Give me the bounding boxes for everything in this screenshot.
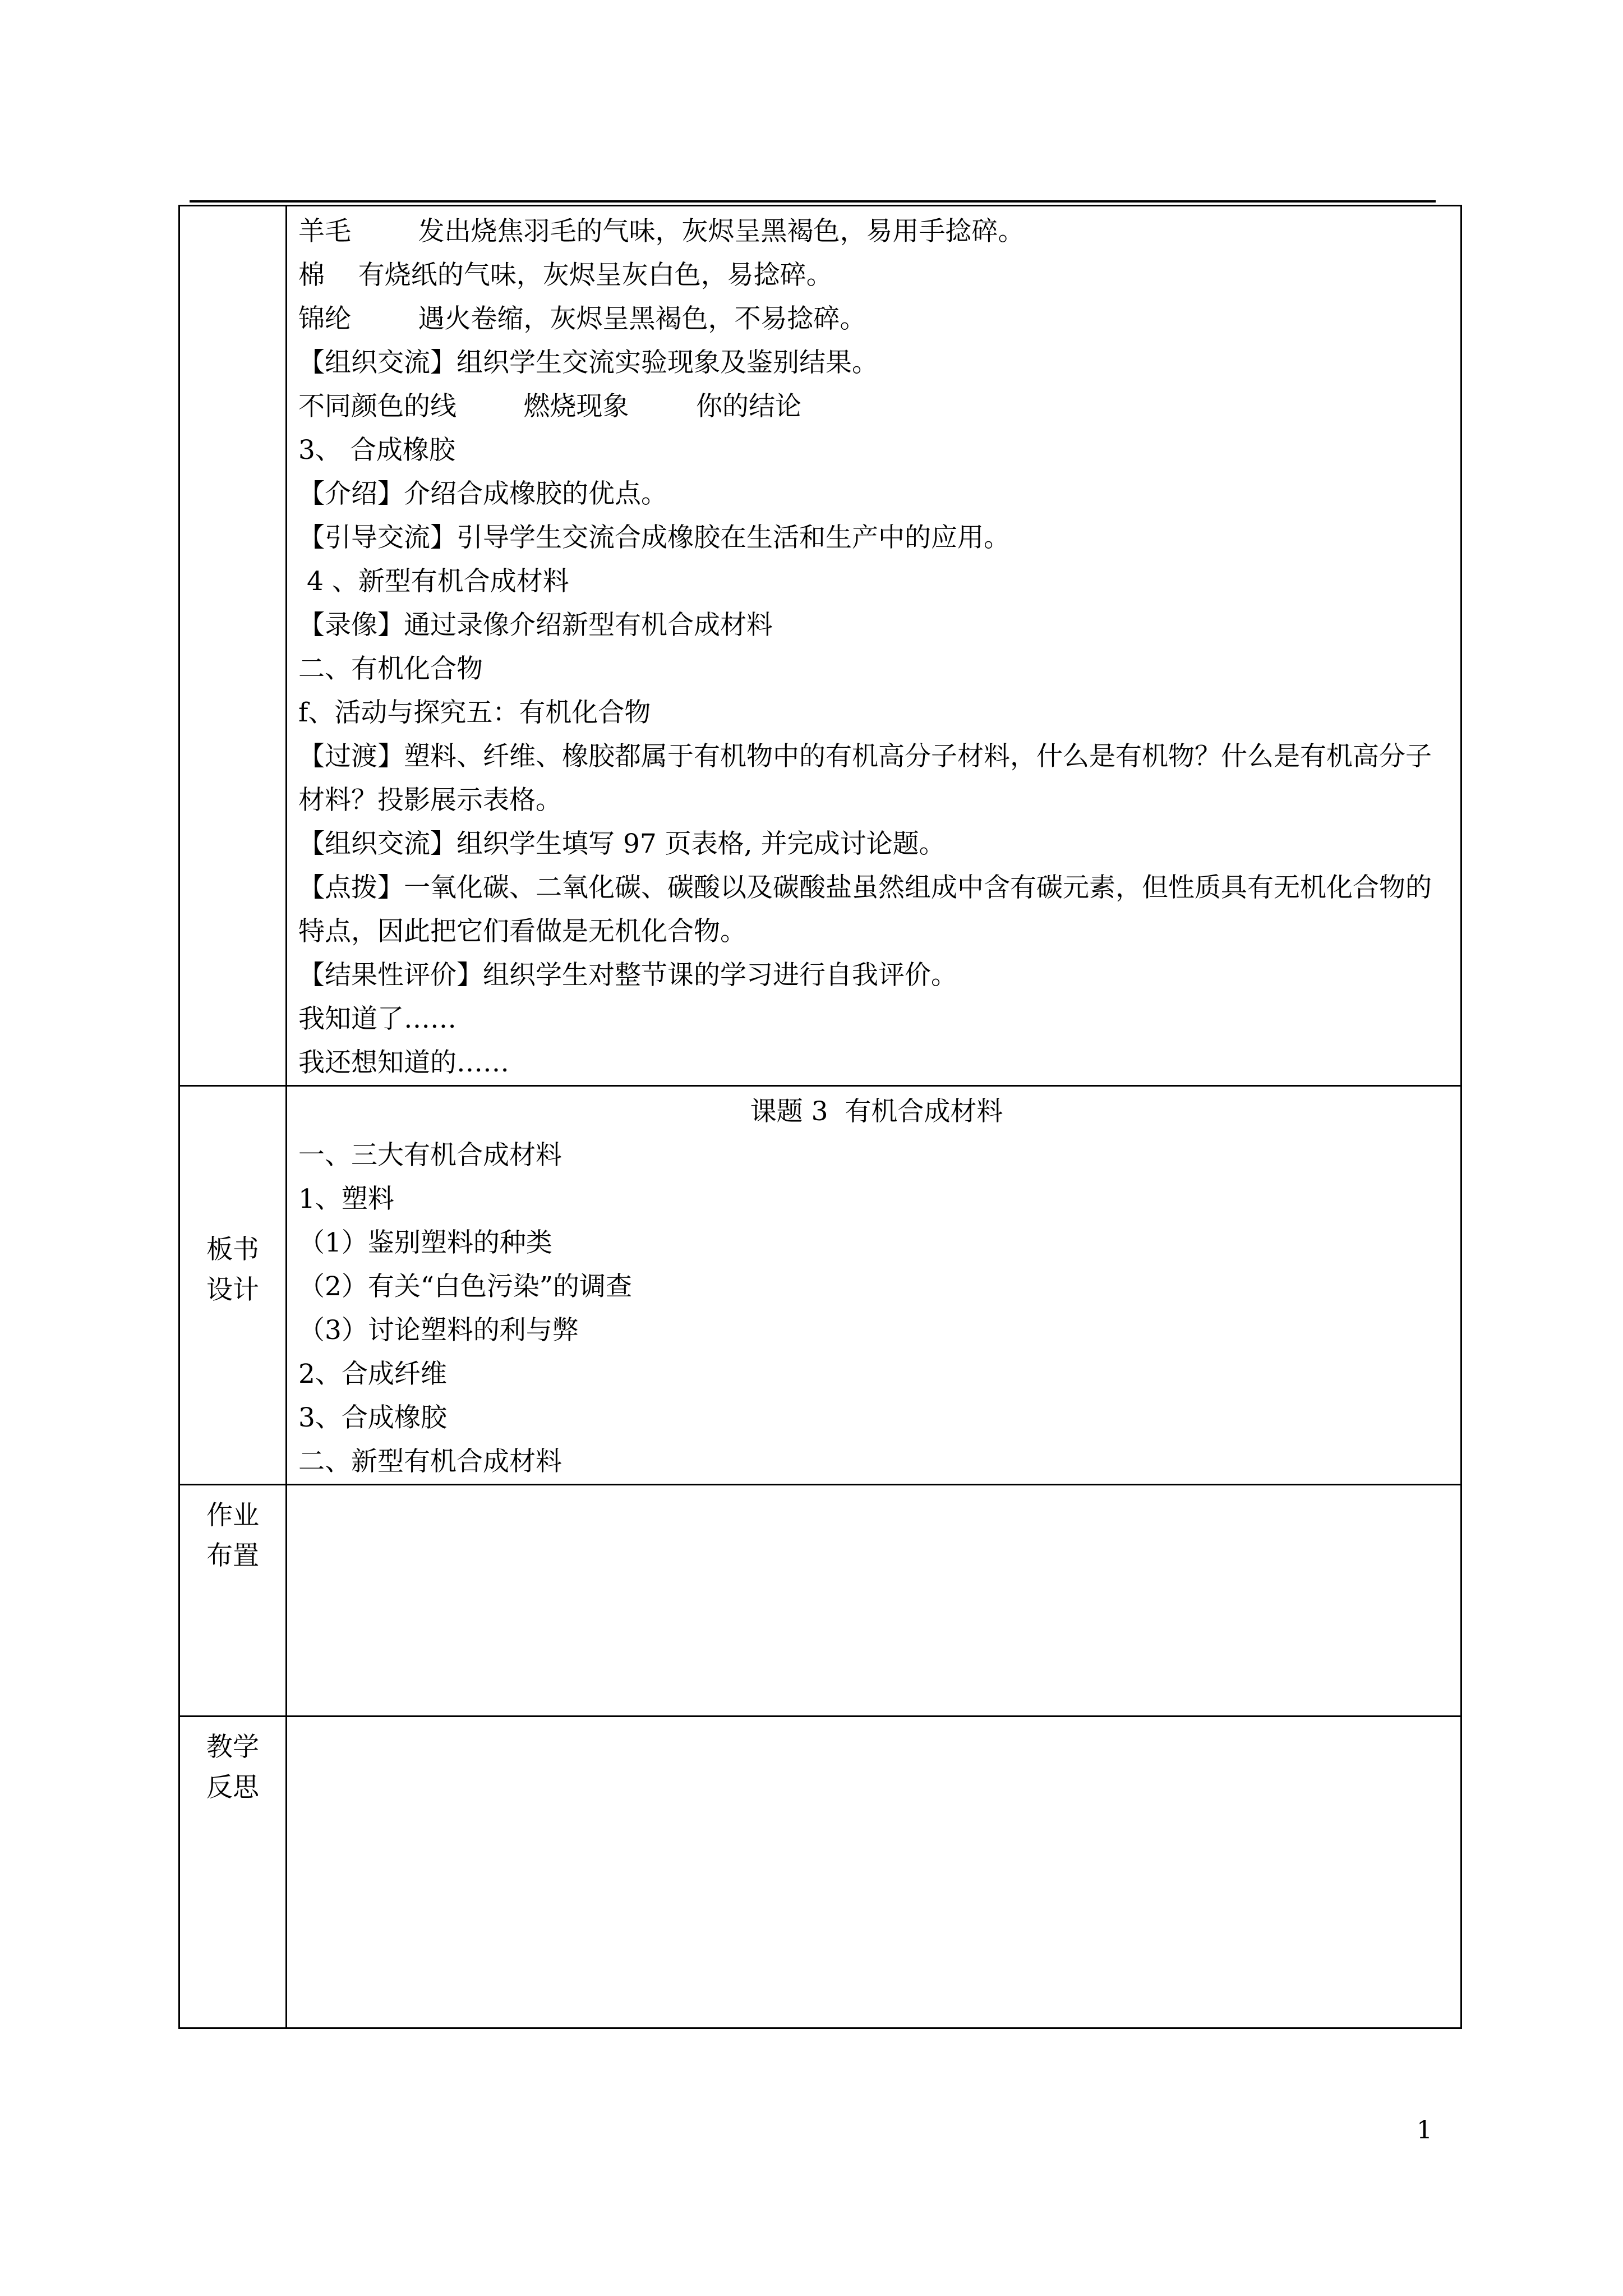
table-row-activities <box>179 206 1461 1086</box>
text-line-fill-table: 【组织交流】组织学生填写 97 页表格, 并完成讨论题。 <box>298 829 946 859</box>
text-line-i-want-to-know: 我还想知道的…… <box>298 1047 509 1078</box>
text-line-guidance: 【点拨】一氧化碳、二氧化碳、碳酸以及碳酸盐虽然组成中含有碳元素，但性质具有无机化合物的特点，因此把它们看做是无机化合物。 <box>298 872 1432 947</box>
text-line-guide-exchange: 【引导交流】引导学生交流合成橡胶在生活和生产中的应用。 <box>298 522 1010 553</box>
label-line-1: 板书 <box>206 1234 259 1265</box>
row-label-homework <box>179 1485 287 1717</box>
board-title: 课题 3 有机合成材料 <box>750 1096 1003 1127</box>
label-line-2: 反思 <box>206 1772 259 1803</box>
row-label-empty <box>179 206 287 1086</box>
text-line-video: 【录像】通过录像介绍新型有机合成材料 <box>298 610 773 641</box>
lesson-plan-table <box>178 205 1462 2029</box>
text-line-new-materials: 4 、新型有机合成材料 <box>298 566 569 597</box>
board-line: 3、合成橡胶 <box>298 1402 447 1433</box>
text-line-i-know: 我知道了…… <box>298 1004 457 1034</box>
text-line-cotton: 棉 有烧纸的气味，灰烬呈灰白色，易捻碎。 <box>298 260 833 291</box>
text-line-synthetic-rubber: 3、 合成橡胶 <box>298 435 455 466</box>
board-line: 一、三大有机合成材料 <box>298 1140 562 1171</box>
table-row-homework <box>179 1485 1461 1717</box>
board-line: 1、塑料 <box>298 1184 394 1214</box>
text-line-activity-five: f、活动与探究五：有机化合物 <box>298 697 651 728</box>
text-line-transition: 【过渡】塑料、纤维、橡胶都属于有机物中的有机高分子材料，什么是有机物？什么是有机高分子材料？投影展示表格。 <box>298 741 1432 816</box>
label-line-2: 设计 <box>206 1274 259 1305</box>
text-line-organic-compounds: 二、有机化合物 <box>298 654 483 684</box>
label-line-1: 作业 <box>206 1500 259 1531</box>
text-line-introduce: 【介绍】介绍合成橡胶的优点。 <box>298 478 667 509</box>
board-design-content-cell <box>287 1086 1461 1485</box>
homework-content-cell <box>287 1485 1461 1717</box>
text-line-thread-table-header: 不同颜色的线 燃烧现象 你的结论 <box>298 391 802 422</box>
label-line-2: 布置 <box>206 1540 259 1571</box>
text-line-evaluation: 【结果性评价】组织学生对整节课的学习进行自我评价。 <box>298 960 957 991</box>
board-line: 二、新型有机合成材料 <box>298 1446 562 1477</box>
board-line: （1）鉴别塑料的种类 <box>298 1227 552 1258</box>
text-line-wool: 羊毛 发出烧焦羽毛的气味，灰烬呈黑褐色，易用手捻碎。 <box>298 216 1025 247</box>
table-row-board-design <box>179 1086 1461 1485</box>
row-label-board-design <box>179 1086 287 1485</box>
table-row-reflection <box>179 1717 1461 2028</box>
board-line: 2、合成纤维 <box>298 1359 447 1389</box>
text-line-nylon: 锦纶 遇火卷缩，灰烬呈黑褐色，不易捻碎。 <box>298 303 866 334</box>
page-number: 1 <box>1417 2116 1432 2145</box>
board-line: （3）讨论塑料的利与弊 <box>298 1315 579 1346</box>
text-line-organize-exchange: 【组织交流】组织学生交流实验现象及鉴别结果。 <box>298 347 878 378</box>
header-rule <box>190 200 1436 203</box>
board-line: （2）有关“白色污染”的调查 <box>298 1271 632 1302</box>
reflection-content-cell <box>287 1717 1461 2028</box>
activities-content-cell <box>287 206 1461 1086</box>
row-label-reflection <box>179 1717 287 2028</box>
label-line-1: 教学 <box>206 1732 259 1763</box>
